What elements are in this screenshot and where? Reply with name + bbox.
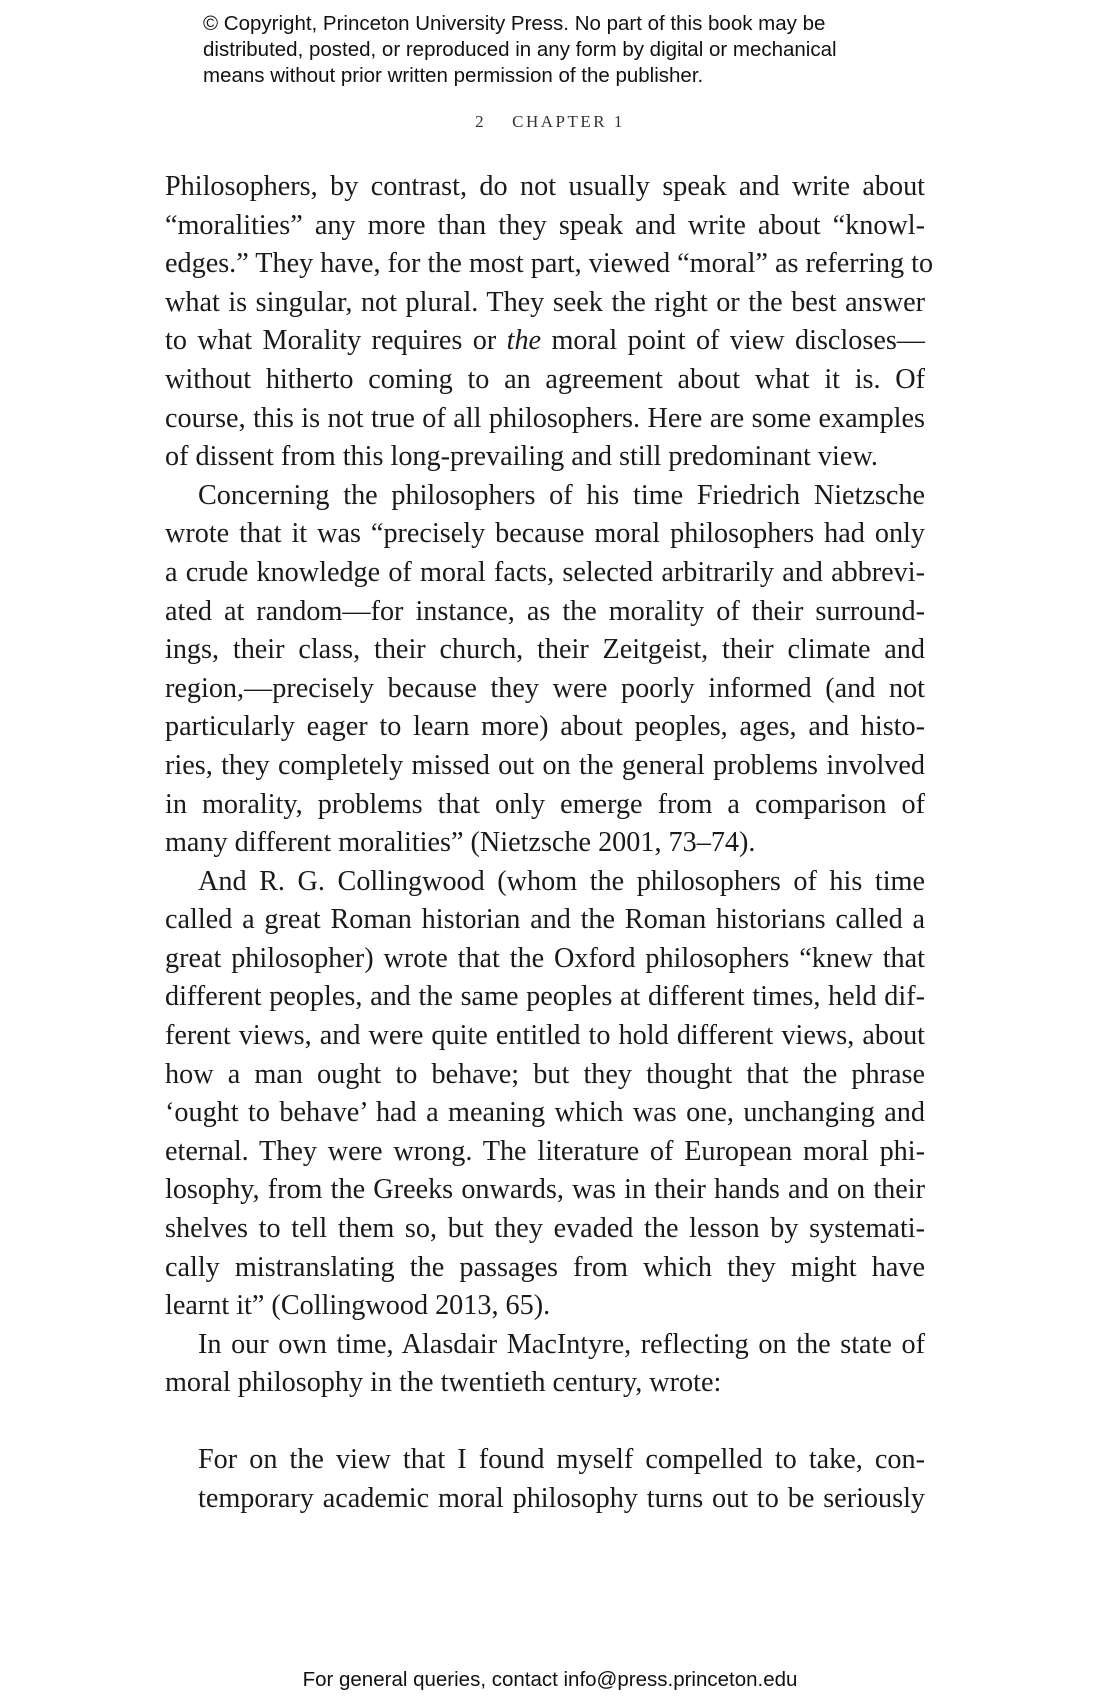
text-line: losophy, from the Greeks onwards, was in their hands and on their	[165, 1174, 925, 1206]
page-number: 2	[475, 112, 487, 131]
spacer	[165, 1403, 925, 1441]
text-line	[165, 322, 925, 361]
text-line: cally mistranslating the passages from which they might have	[165, 1251, 925, 1283]
italic-word: the	[506, 325, 542, 357]
text-line: ated at random—for instance, as the morality of their surround-	[165, 595, 925, 627]
text-line: wrote that it was “precisely because moral philosophers had only	[165, 518, 925, 550]
text-segment: moral point of view discloses—	[541, 325, 925, 357]
quote-line: temporary academic moral philosophy turns out to be seriously	[198, 1482, 925, 1514]
footer-contact: For general queries, contact info@press.princeton.edu	[302, 1668, 798, 1691]
text-line: ‘ought to behave’ had a meaning which was one, unchanging and	[165, 1097, 925, 1129]
text-line: ings, their class, their church, their Zeitgeist, their climate and	[165, 634, 925, 666]
text-line: “moralities” any more than they speak and write about “knowl-	[165, 209, 925, 241]
text-line: particularly eager to learn more) about peoples, ages, and histo-	[165, 711, 925, 743]
copyright-line: means without prior written permission of the publisher.	[203, 64, 704, 87]
text-line: shelves to tell them so, but they evaded the lesson by systemati-	[165, 1213, 925, 1245]
text-line: And R. G. Collingwood (whom the philosophers of his time	[198, 865, 925, 897]
text-line: many different moralities” (Nietzsche 2001, 73–74).	[165, 827, 756, 859]
text-line: in morality, problems that only emerge from a comparison of	[165, 788, 925, 820]
text-line: edges.” They have, for the most part, viewed “moral” as referring to	[165, 248, 934, 280]
text-line: great philosopher) wrote that the Oxford philosophers “knew that	[165, 942, 925, 974]
text-line: a crude knowledge of moral facts, selected arbitrarily and abbrevi-	[165, 556, 925, 588]
text-line: different peoples, and the same peoples at different times, held dif-	[165, 981, 925, 1013]
text-line: learnt it” (Collingwood 2013, 65).	[165, 1290, 551, 1322]
chapter-label: CHAPTER 1	[512, 112, 625, 131]
text-line: called a great Roman historian and the Roman historians called a	[165, 904, 925, 936]
running-head	[0, 112, 1100, 132]
text-line: eternal. They were wrong. The literature of European moral phi-	[165, 1135, 925, 1167]
copyright-line: distributed, posted, or reproduced in any form by digital or mechanical	[203, 38, 837, 61]
body-text	[165, 168, 934, 1518]
text-line: ries, they completely missed out on the general problems involved	[165, 749, 925, 781]
text-line: In our own time, Alasdair MacIntyre, reflecting on the state of	[198, 1328, 925, 1360]
copyright-line: © Copyright, Princeton University Press. No part of this book may be	[203, 12, 826, 35]
text-line: what is singular, not plural. They seek the right or the best answer	[165, 286, 925, 318]
text-line: Philosophers, by contrast, do not usually speak and write about	[165, 171, 925, 202]
text-line: region,—precisely because they were poorly informed (and not	[165, 672, 925, 704]
text-line: moral philosophy in the twentieth century, wrote:	[165, 1367, 722, 1399]
text-line: of dissent from this long-prevailing and still predominant view.	[165, 441, 878, 473]
text-line: ferent views, and were quite entitled to hold different views, about	[165, 1020, 925, 1052]
text-line: course, this is not true of all philosophers. Here are some examples	[165, 402, 925, 434]
quote-line: For on the view that I found myself compelled to take, con-	[198, 1444, 925, 1475]
copyright-notice	[203, 11, 923, 89]
text-segment: to what Morality requires or	[165, 325, 507, 357]
text-line: without hitherto coming to an agreement about what it is. Of	[165, 363, 925, 395]
text-line: Concerning the philosophers of his time Friedrich Nietzsche	[198, 479, 925, 511]
text-line: how a man ought to behave; but they thought that the phrase	[165, 1058, 925, 1090]
